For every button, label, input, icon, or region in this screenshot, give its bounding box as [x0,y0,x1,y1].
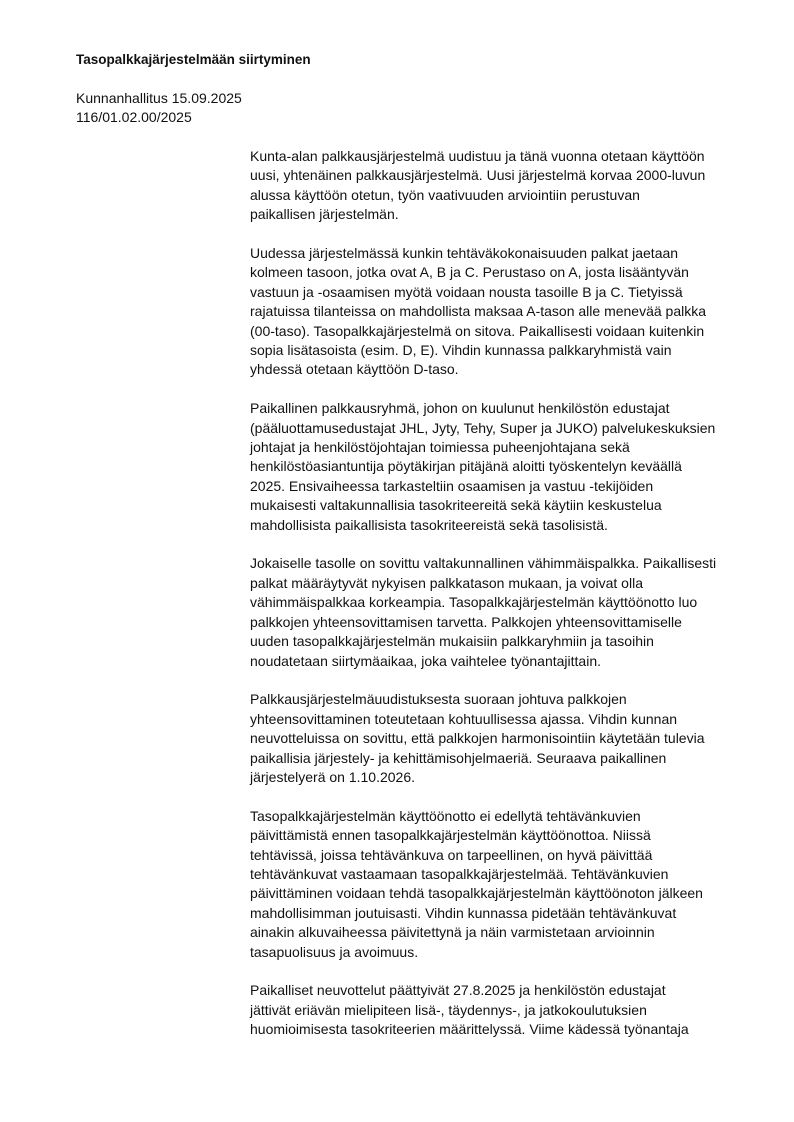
paragraph-line: johtajat ja henkilöstöjohtajan toimiessa puheenjohtajana sekä [250,439,630,456]
meeting-date: Kunnanhallitus 15.09.2025 [76,90,242,106]
document-meta [76,89,242,127]
paragraph-line: (pääluottamusedustajat JHL, Jyty, Tehy, Super ja JUKO) palvelukeskuksien [250,419,716,436]
paragraph-line: palkat määräytyvät nykyisen palkkatason mukaan, ja voivat olla [250,574,643,591]
paragraph [250,807,742,962]
paragraph-line: (00-taso). Tasopalkkajärjestelmä on sitova. Paikallisesti voidaan kuitenkin [250,322,705,339]
paragraph-line: järjestelyerä on 1.10.2026. [250,768,415,785]
paragraph [250,690,742,787]
paragraph-line: noudatetaan siirtymäaikaa, joka vaihtelee työnantajittain. [250,652,601,669]
document-body [250,147,742,1059]
paragraph-line: tehtävänkuvat vastaamaan tasopalkkajärjestelmää. Tehtävänkuvien [250,865,669,882]
paragraph-line: kolmeen tasoon, jotka ovat A, B ja C. Perustaso on A, josta lisääntyvän [250,264,689,281]
paragraph-line: yhdessä otetaan käyttöön D-taso. [250,361,459,378]
paragraph-line: vähimmäispalkkaa korkeampia. Tasopalkkajärjestelmän käyttöönotto luo [250,594,698,611]
paragraph-line: neuvotteluissa on sovittu, että palkkojen harmonisointiin käytetään tulevia [250,730,705,747]
paragraph-line: 2025. Ensivaiheessa tarkasteltiin osaamisen ja vastuu -tekijöiden [250,477,654,494]
paragraph-line: Uudessa järjestelmässä kunkin tehtäväkokonaisuuden palkat jaetaan [250,245,679,262]
paragraph-line: paikallisia järjestely- ja kehittämisohjelmaeriä. Seuraava paikallinen [250,749,667,766]
paragraph-line: mukaisesti valtakunnallisia tasokriteereitä sekä käytiin keskustelua [250,497,662,514]
paragraph [250,147,742,225]
paragraph-line: tasapuolisuus ja avoimuus. [250,943,419,960]
paragraph-line: huomioimisesta tasokriteerien määrittelyssä. Viime kädessä työnantaja [250,1021,689,1038]
paragraph-line: päivittäminen voidaan tehdä tasopalkkajärjestelmän käyttöönoton jälkeen [250,885,703,902]
document-title: Tasopalkkajärjestelmään siirtyminen [76,52,311,67]
paragraph-line: uuden tasopalkkajärjestelmän mukaisiin palkkaryhmiin ja tasoihin [250,633,654,650]
paragraph-line: sopia lisätasoista (esim. D, E). Vihdin kunnassa palkkaryhmistä vain [250,342,672,359]
paragraph-line: ainakin alkuvaiheessa päivitettynä ja näin varmistetaan arvioinnin [250,924,655,941]
paragraph-line: mahdollisista paikallisista tasokriteereistä sekä tasolisistä. [250,516,608,533]
paragraph-line: rajatuissa tilanteissa on mahdollista maksaa A-tason alle menevää palkka [250,303,707,320]
paragraph-line: palkkojen yhteensovittamisen tarvetta. Palkkojen yhteensovittamiselle [250,613,682,630]
paragraph-line: Tasopalkkajärjestelmän käyttöönotto ei edellytä tehtävänkuvien [250,807,641,824]
paragraph-line: Jokaiselle tasolle on sovittu valtakunnallinen vähimmäispalkka. Paikallisesti [250,555,717,572]
paragraph-line: Paikallinen palkkausryhmä, johon on kuulunut henkilöstön edustajat [250,400,670,417]
paragraph-line: yhteensovittaminen toteutetaan kohtuullisessa ajassa. Vihdin kunnan [250,710,678,727]
paragraph-line: tehtävissä, joissa tehtävänkuva on tarpeellinen, on hyvä päivittää [250,846,653,863]
paragraph-line: Kunta-alan palkkausjärjestelmä uudistuu ja tänä vuonna otetaan käyttöön [250,148,705,164]
paragraph [250,244,742,380]
paragraph-line: vastuun ja -osaamisen myötä voidaan nousta tasoille B ja C. Tietyissä [250,283,683,300]
paragraph-line: Palkkausjärjestelmäuudistuksesta suoraan johtuva palkkojen [250,691,627,708]
paragraph-line: Paikalliset neuvottelut päättyivät 27.8.2025 ja henkilöstön edustajat [250,982,666,999]
paragraph-line: henkilöstöasiantuntija pöytäkirjan pitäjänä aloitti työskentelyn keväällä [250,458,682,475]
paragraph-line: alussa käyttöön otetun, työn vaativuuden arviointiin perustuvan [250,186,640,203]
case-number: 116/01.02.00/2025 [76,109,192,125]
paragraph-line: jättivät eriävän mielipiteen lisä-, täydennys-, ja jatkokoulutuksien [250,1001,647,1018]
paragraph-line: mahdollisimman joutuisasti. Vihdin kunnassa pidetään tehtävänkuvat [250,904,677,921]
paragraph [250,554,742,670]
paragraph [250,399,742,535]
paragraph [250,981,742,1039]
paragraph-line: päivittämistä ennen tasopalkkajärjestelmän käyttöönottoa. Niissä [250,827,651,844]
paragraph-line: uusi, yhtenäinen palkkausjärjestelmä. Uusi järjestelmä korvaa 2000-luvun [250,167,706,184]
paragraph-line: paikallisen järjestelmän. [250,206,399,223]
